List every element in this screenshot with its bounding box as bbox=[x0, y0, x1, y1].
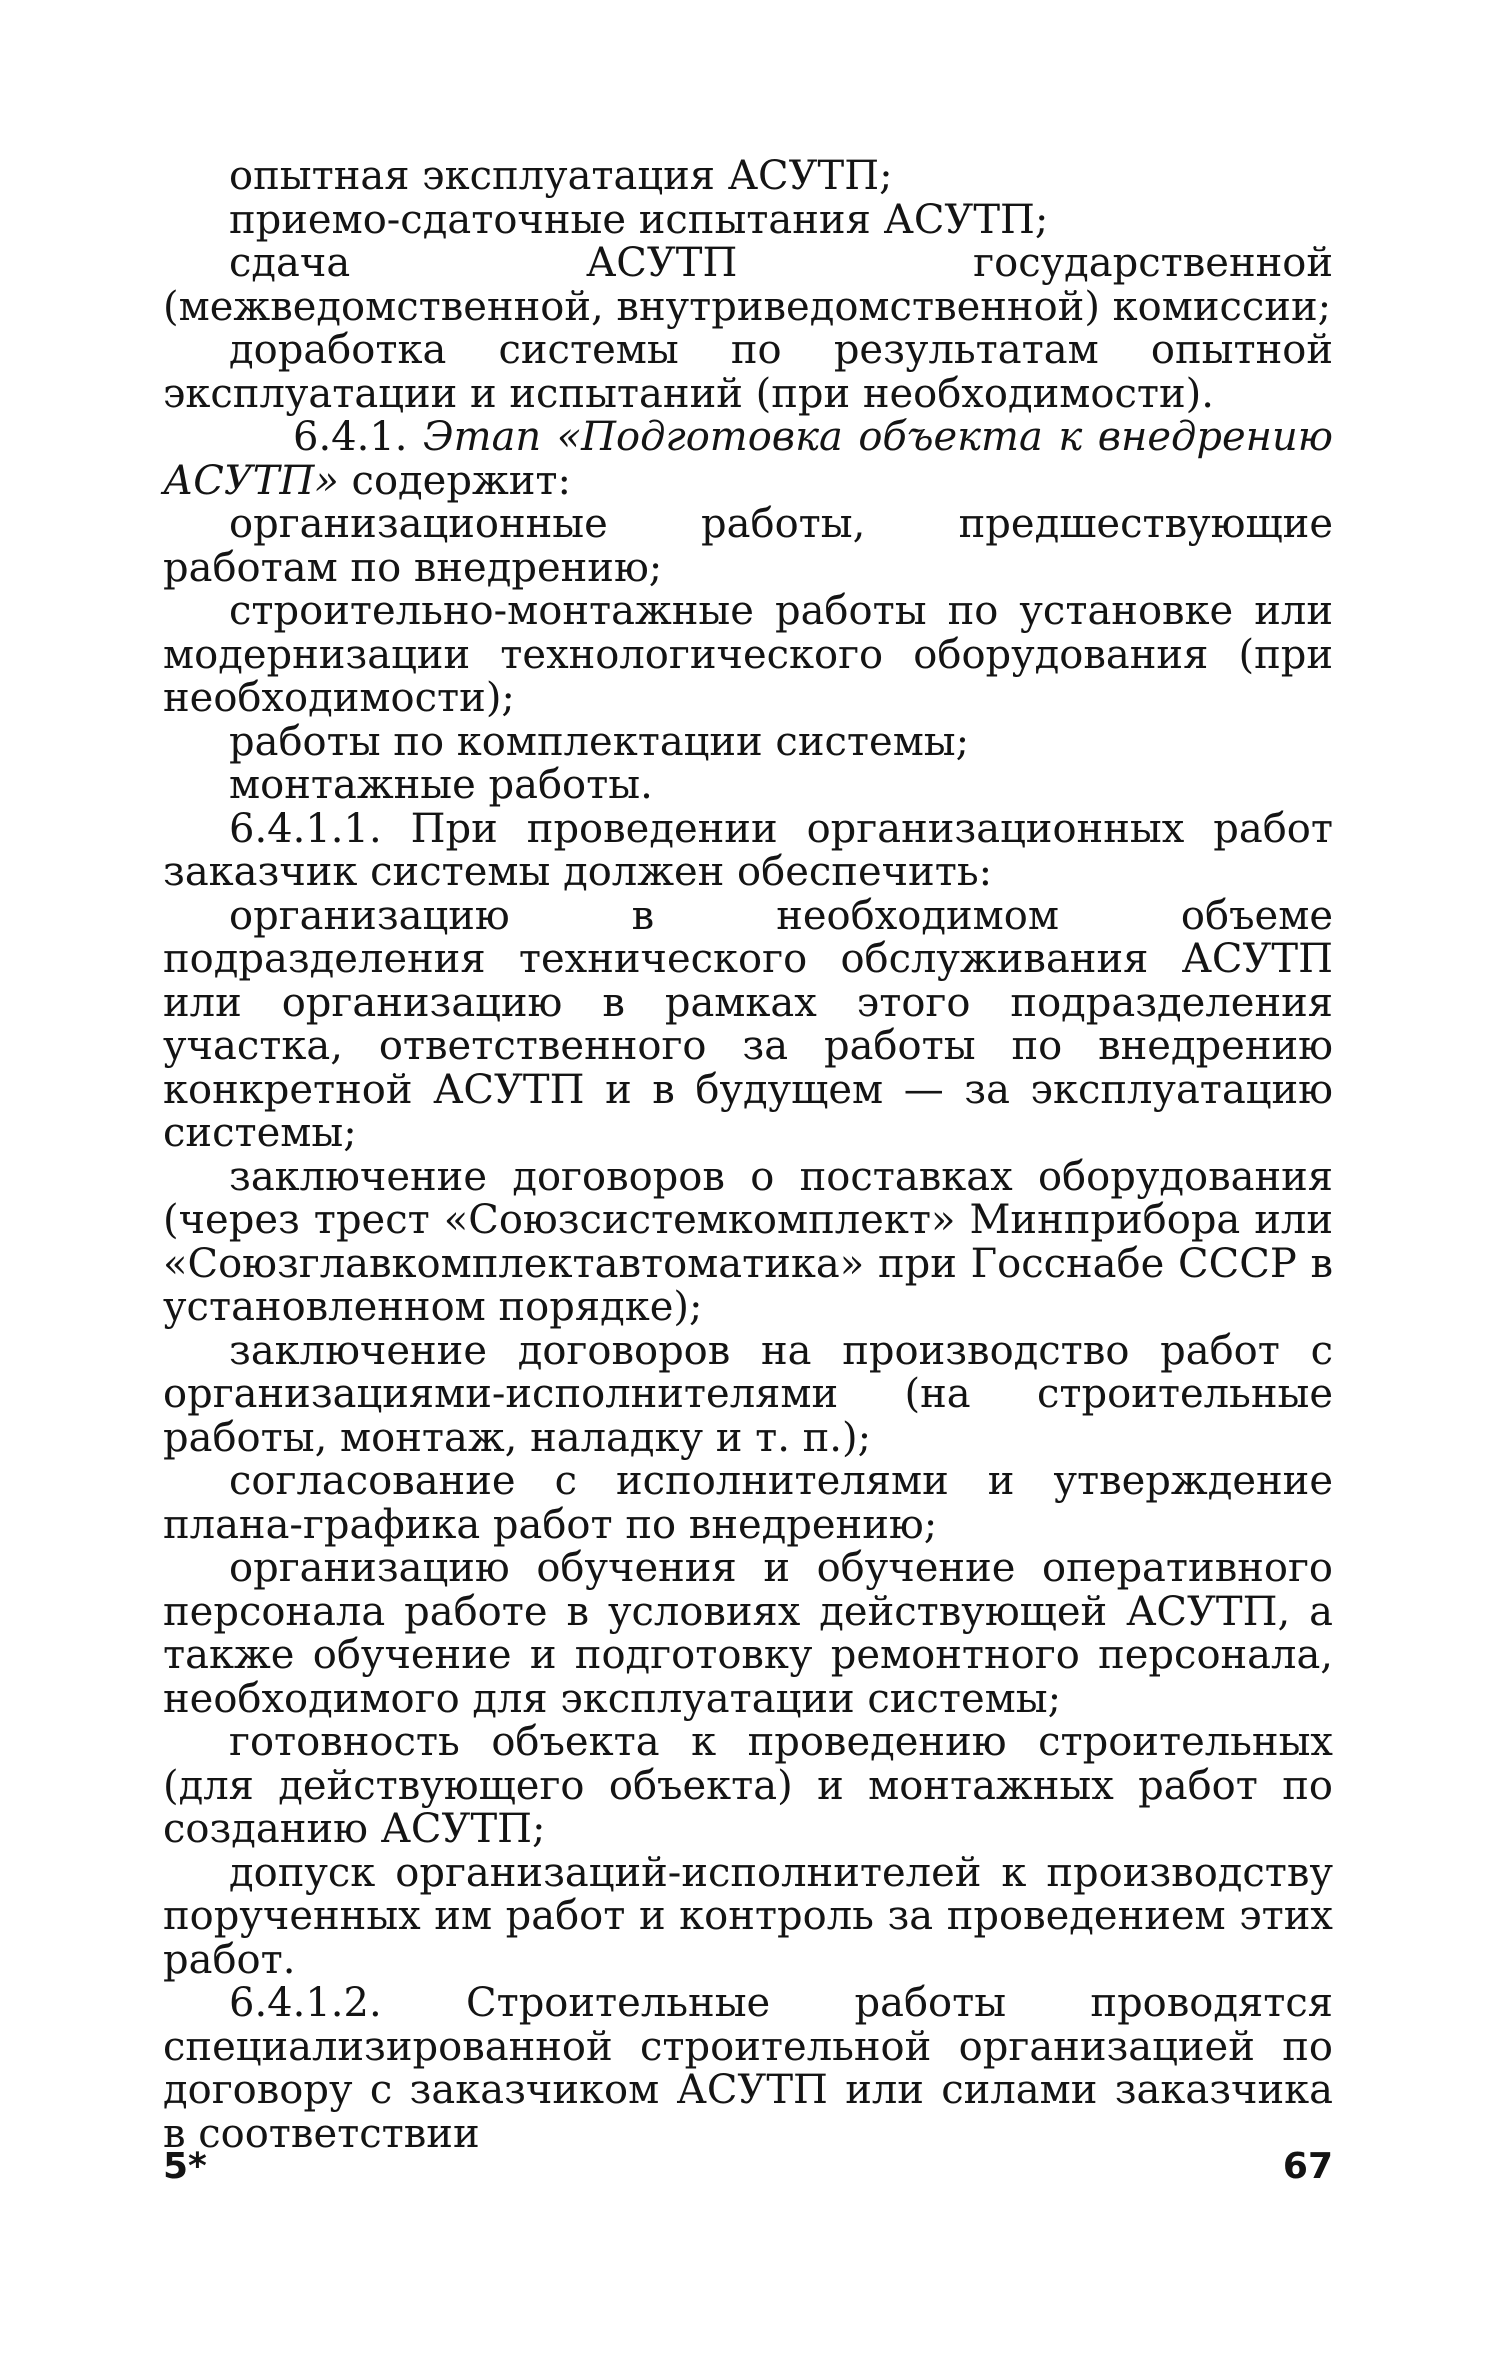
list-item: опытная эксплуатация АСУТП; bbox=[229, 153, 893, 199]
list-item: монтажные работы. bbox=[229, 762, 653, 808]
list-item: работы по комплектации системы; bbox=[229, 718, 970, 765]
page-number: 67 bbox=[1282, 2146, 1333, 2187]
printer-signature: 5* bbox=[163, 2146, 207, 2187]
list-item: организационные работы, предшествующие работам по внедрению; bbox=[163, 501, 1333, 591]
section-title: Этап «Подготовка объекта к внедрению АСУТП» bbox=[163, 414, 1334, 504]
list-item: готовность объекта к проведению строительных (для действующего объекта) и монтажных работ по созданию АСУТП; bbox=[163, 1719, 1333, 1852]
section-heading-6-4-1 bbox=[163, 416, 1333, 503]
list-item: сдача АСУТП государственной (межведомственной, внутриведомственной) комиссии; bbox=[163, 240, 1333, 330]
section-number: 6.4.1. bbox=[293, 414, 408, 460]
list-item: приемо-сдаточные испытания АСУТП; bbox=[229, 196, 1049, 243]
clause-6-4-1-2: 6.4.1.2. Строительные работы проводятся специализированной строительной организацией по договору с заказчиком АСУТП или силами заказчика в соответствии bbox=[163, 1980, 1333, 2157]
list-item: согласование с исполнителями и утверждение плана-графика работ по внедрению; bbox=[163, 1458, 1333, 1548]
page-footer bbox=[163, 2146, 1333, 2196]
list-item: доработка системы по результатам опытной эксплуатации и испытаний (при необходимости). bbox=[163, 327, 1333, 417]
list-item: заключение договоров о поставках оборудования (через трест «Союзсистемкомплект» Минприбора или «Союзглавкомплектавтоматика» при Госснабе СССР в установленном порядке); bbox=[163, 1153, 1333, 1330]
list-item: заключение договоров на производство работ с организациями-исполнителями (на строительные работы, монтаж, наладку и т. п.); bbox=[163, 1327, 1333, 1461]
list-item: организацию обучения и обучение оперативного персонала работе в условиях действующей АСУТП, а также обучение и подготовку ремонтного персонала, необходимого для эксплуатации системы; bbox=[163, 1545, 1333, 1722]
list-item: строительно-монтажные работы по установке или модернизации технологического оборудования (при необходимости); bbox=[163, 588, 1333, 721]
clause-6-4-1-1: 6.4.1.1. При проведении организационных работ заказчик системы должен обеспечить: bbox=[163, 805, 1333, 895]
body-text bbox=[163, 155, 1333, 2156]
list-item: допуск организаций-исполнителей к производству порученных им работ и контроль за проведением этих работ. bbox=[163, 1849, 1333, 1983]
section-heading-rest: содержит: bbox=[338, 457, 572, 504]
list-item: организацию в необходимом объеме подразделения технического обслуживания АСУТП или организацию в рамках этого подразделения участка, ответственного за работы по внедрению конкретной АСУТП и в будущем — за эксплуатацию системы; bbox=[163, 892, 1333, 1156]
